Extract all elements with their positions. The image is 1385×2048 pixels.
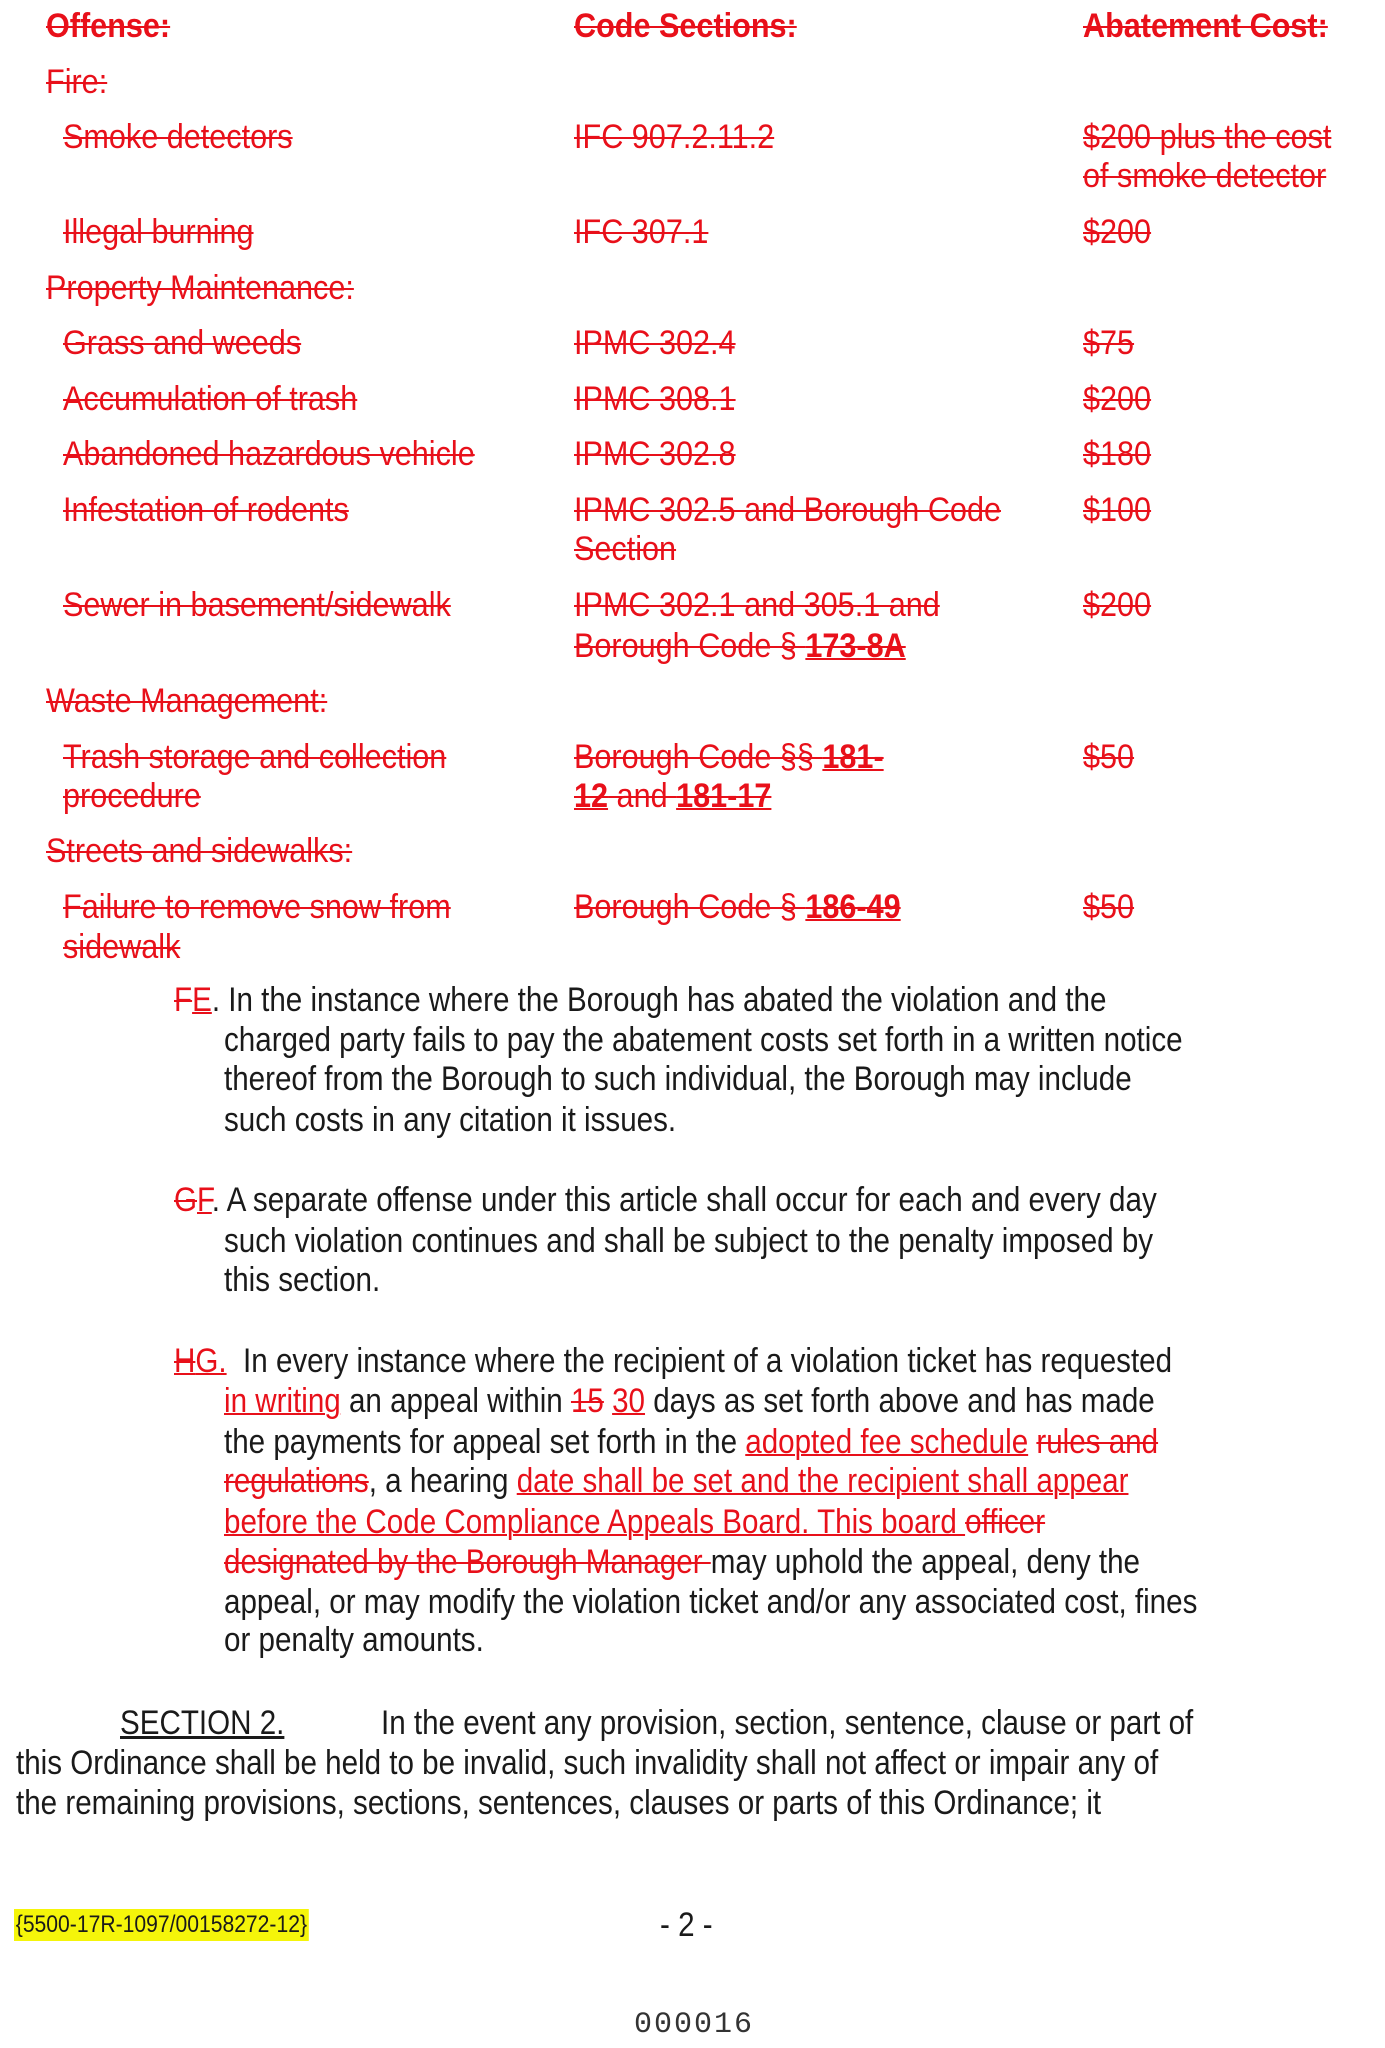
code-vehicle: IPMC 302.8 — [574, 435, 736, 473]
para-g-spacer — [227, 1342, 243, 1380]
text: days as set forth above and has made — [645, 1382, 1155, 1420]
category-property-maintenance: Property Maintenance: — [46, 269, 354, 307]
category-streets: Streets and sidewalks: — [46, 832, 353, 870]
insertion: before the Code Compliance Appeals Board. This board — [224, 1503, 966, 1541]
para-e-new-letter: E — [192, 981, 212, 1019]
deletion: rules and — [1036, 1423, 1159, 1461]
para-e-old-letter: F — [174, 981, 193, 1019]
para-f-text: . A separate offense under this article shall occur for each and every day — [211, 1181, 1157, 1219]
cost-rodents: $100 — [1083, 491, 1152, 529]
para-g-old-letter: H — [174, 1342, 196, 1380]
code-trash-storage — [574, 737, 884, 777]
cost-trash-storage: $50 — [1083, 738, 1135, 776]
text — [1028, 1423, 1036, 1461]
code-ref: 181- — [822, 738, 884, 776]
offense-trash-storage-cont: procedure — [63, 777, 201, 815]
deletion: regulations — [224, 1462, 369, 1500]
para-e-line — [174, 980, 1106, 1020]
text: may uphold the appeal, deny the — [710, 1543, 1141, 1581]
cost-vehicle: $180 — [1083, 435, 1152, 473]
section-2-heading: SECTION 2. — [120, 1704, 285, 1742]
text — [604, 1382, 612, 1420]
para-g-line — [224, 1381, 1155, 1421]
deletion: officer — [965, 1503, 1046, 1541]
text: an appeal within — [340, 1382, 571, 1420]
para-e-line: charged party fails to pay the abatement costs set forth in a written notice — [224, 1021, 1183, 1059]
deletion: 15 — [570, 1382, 604, 1420]
code-smoke-detectors: IFC 907.2.11.2 — [574, 118, 775, 156]
para-g-line — [224, 1461, 1128, 1501]
cost-smoke-detectors: $200 plus the cost — [1083, 118, 1332, 156]
cost-smoke-detectors-cont: of smoke detector — [1083, 157, 1327, 195]
offense-vehicle: Abandoned hazardous vehicle — [63, 435, 475, 473]
offense-snow: Failure to remove snow from — [63, 888, 451, 926]
category-waste-management: Waste Management: — [46, 682, 328, 720]
code-ref: 12 — [574, 777, 609, 815]
code-rodents-cont: Section — [574, 530, 677, 568]
section-2-line: the remaining provisions, sections, sentences, clauses or parts of this Ordinance; it — [16, 1784, 1102, 1822]
code-text: Borough Code § — [574, 627, 806, 665]
code-illegal-burning: IFC 307.1 — [574, 213, 709, 251]
cost-grass: $75 — [1083, 324, 1135, 362]
code-snow — [574, 887, 901, 927]
para-g-label — [174, 1342, 227, 1380]
offense-smoke-detectors: Smoke detectors — [63, 118, 293, 156]
header-code-sections: Code Sections: — [574, 7, 797, 45]
insertion: in writing — [224, 1382, 341, 1420]
para-f-old-letter: G — [174, 1181, 198, 1219]
cost-sewer: $200 — [1083, 586, 1152, 624]
para-g-line: appeal, or may modify the violation ticket and/or any associated cost, fines — [224, 1583, 1198, 1621]
para-g-line — [224, 1422, 1158, 1462]
offense-grass: Grass and weeds — [63, 324, 302, 362]
insertion: date shall be set and the recipient shall appear — [516, 1462, 1129, 1500]
para-g-line: or penalty amounts. — [224, 1621, 484, 1659]
category-fire: Fire: — [46, 63, 108, 101]
para-f-line: such violation continues and shall be subject to the penalty imposed by — [224, 1222, 1154, 1260]
text: , a hearing — [368, 1462, 517, 1500]
code-ref: 181-17 — [676, 777, 772, 815]
offense-trash-storage: Trash storage and collection — [63, 738, 447, 776]
code-sewer-cont — [574, 626, 906, 666]
offense-rodents: Infestation of rodents — [63, 491, 349, 529]
section-2-line: this Ordinance shall be held to be invalid, such invalidity shall not affect or impair any of — [16, 1744, 1159, 1782]
code-text: and — [608, 777, 677, 815]
para-f-new-letter: F — [197, 1181, 212, 1219]
code-rodents: IPMC 302.5 and Borough Code — [574, 491, 1001, 529]
code-grass: IPMC 302.4 — [574, 324, 736, 362]
cost-snow: $50 — [1083, 888, 1135, 926]
code-trash: IPMC 308.1 — [574, 380, 736, 418]
text: the payments for appeal set forth in the — [224, 1423, 746, 1461]
insertion: adopted fee schedule — [745, 1423, 1029, 1461]
para-g-line — [224, 1502, 1045, 1542]
code-ref: 186-49 — [805, 888, 901, 926]
code-text: Borough Code §§ — [574, 738, 823, 776]
header-offense: Offense: — [46, 7, 171, 45]
offense-sewer: Sewer in basement/sidewalk — [63, 586, 451, 624]
para-g-line — [224, 1542, 1140, 1582]
para-f-line: this section. — [224, 1261, 381, 1299]
offense-trash: Accumulation of trash — [63, 380, 358, 418]
code-sewer: IPMC 302.1 and 305.1 and — [574, 586, 940, 624]
para-g-line — [174, 1341, 1172, 1381]
cost-illegal-burning: $200 — [1083, 213, 1152, 251]
code-trash-storage-cont — [574, 776, 771, 816]
para-f-line — [174, 1180, 1157, 1220]
para-e-line: thereof from the Borough to such individual, the Borough may include — [224, 1060, 1132, 1098]
para-g-text: In every instance where the recipient of a violation ticket has requested — [243, 1342, 1173, 1380]
batch-number: 000016 — [634, 2008, 755, 2042]
para-g-new-letter: G. — [195, 1342, 227, 1380]
document-id: {5500-17R-1097/00158272-12} — [14, 1909, 309, 1941]
para-e-text: . In the instance where the Borough has abated the violation and the — [211, 981, 1107, 1019]
header-abatement-cost: Abatement Cost: — [1083, 7, 1328, 45]
insertion: 30 — [612, 1382, 646, 1420]
offense-illegal-burning: Illegal burning — [63, 213, 254, 251]
section-2-line: In the event any provision, section, sentence, clause or part of — [381, 1704, 1194, 1742]
cost-trash: $200 — [1083, 380, 1152, 418]
offense-snow-cont: sidewalk — [63, 928, 181, 966]
code-text: Borough Code § — [574, 888, 806, 926]
deletion: designated by the Borough Manager — [224, 1543, 711, 1581]
code-ref: 173-8A — [805, 627, 906, 665]
page-number: - 2 - — [660, 1906, 713, 1944]
para-e-line: such costs in any citation it issues. — [224, 1101, 677, 1139]
